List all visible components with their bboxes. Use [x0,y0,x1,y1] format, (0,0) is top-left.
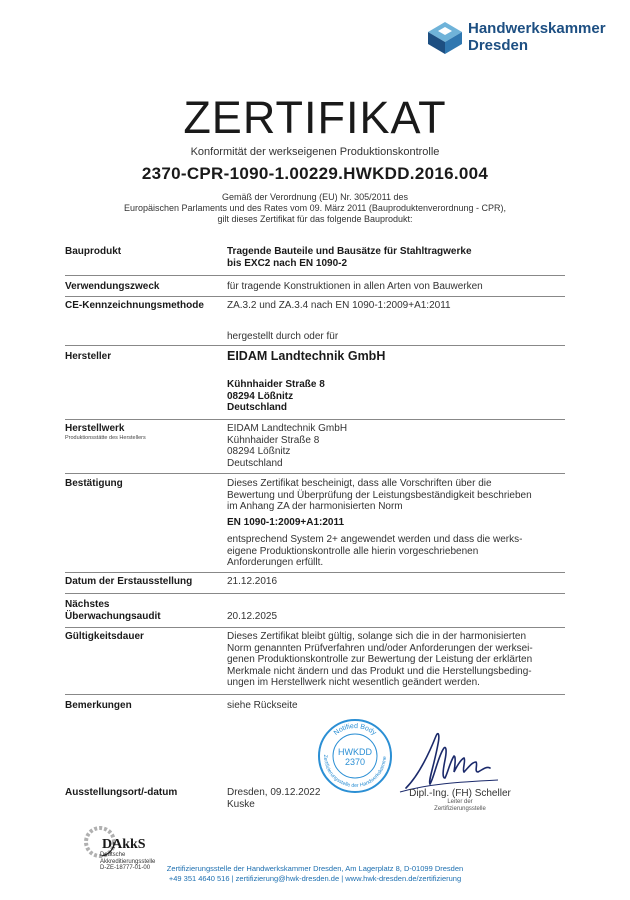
gueltigkeit-line: Norm genannten Prüfverfahren und/oder Anforderungen der werksei- [227,642,533,654]
value-bemerkungen: siehe Rückseite [227,700,298,711]
divider [65,296,565,297]
divider [65,473,565,474]
value-hersteller-name: EIDAM Landtechnik GmbH [227,349,386,363]
value-hersteller-address [227,379,325,414]
label-gueltigkeit: Gültigkeitsdauer [65,631,144,642]
value-herstellwerk [227,423,347,469]
label-herstellwerk: Herstellwerk [65,423,125,434]
herstellwerk-line: EIDAM Landtechnik GmbH [227,423,348,434]
dakks-logo-text: DAkkS [102,837,146,852]
divider [65,419,565,420]
footer-line2: +49 351 4640 516 | zertifizierung@hwk-dresden.de | www.hwk-dresden.de/zertifizierung [168,874,462,883]
label-naechstes-line1: Nächstes [65,599,110,610]
dakks-line: D-ZE-18777-01-00 [100,865,151,871]
divider [65,593,565,594]
label-erstausstellung: Datum der Erstausstellung [65,576,193,587]
value-verwendungszweck: für tragende Konstruktionen in allen Arten von Bauwerken [227,281,483,292]
bestaetigung-line: Anforderungen erfüllt. [227,557,324,568]
divider [65,345,565,346]
value-erstausstellung: 21.12.2016 [227,576,278,587]
bestaetigung-line: Dieses Zertifikat bescheinigt, dass alle Vorschriften über die [227,478,492,489]
bestaetigung-line: Bewertung und Überprüfung der Leistungsbeständigkeit beschrieben [227,489,532,501]
gueltigkeit-line: genen Produktionskontrolle zur Bewertung der Leistung der erklärten [227,654,533,665]
hergestellt-text: hergestellt durch oder für [227,331,339,342]
org-name [468,20,606,54]
value-ausstellung [227,787,320,810]
dakks-line: Akkreditierungsstelle [100,858,156,865]
svg-text:Notified Body [333,723,378,737]
herstellwerk-line: 08294 Lößnitz [227,446,291,457]
seal-center1: HWKDD [338,747,372,757]
label-naechstes-line2: Überwachungsaudit [65,611,161,622]
document-subtitle: Konformität der werkseigenen Produktionskontrolle [190,146,440,158]
value-gueltigkeit [227,631,533,689]
label-hersteller: Hersteller [65,351,112,362]
seal-ring-text: Zertifizierungsstelle der Handwerkskamme [321,754,389,790]
regulation-line: Gemäß der Verordnung (EU) Nr. 305/2011 des [222,192,408,202]
org-name-line2: Dresden [468,37,529,54]
label-bauprodukt: Bauprodukt [65,246,122,257]
divider [65,275,565,276]
dakks-line: Deutsche [100,852,126,858]
hersteller-address-line: 08294 Lößnitz [227,390,294,402]
handwritten-signature [398,726,508,796]
value-bauprodukt [227,246,472,269]
value-bestaetigung-norm: EN 1090-1:2009+A1:2011 [227,517,345,528]
hwk-logo-icon [426,20,464,56]
footer-line1: Zertifizierungsstelle der Handwerkskammer Dresden, Am Lagerplatz 8, D-01099 Dresden [166,864,464,873]
gueltigkeit-line: Dieses Zertifikat bleibt gültig, solange sich die in der harmonisierten [227,631,527,642]
value-naechstes: 20.12.2025 [227,611,278,622]
bauprodukt-line: Tragende Bauteile und Bausätze für Stahltragwerke [227,246,472,257]
herstellwerk-line: Deutschland [227,457,283,469]
org-name-line1: Handwerkskammer [468,20,606,37]
label-bestaetigung: Bestätigung [65,478,123,489]
herstellwerk-line: Kühnhaider Straße 8 [227,434,320,446]
hersteller-address-line: Kühnhaider Straße 8 [227,379,325,390]
signer-block [400,788,520,813]
regulation-line: gilt dieses Zertifikat für das folgende Bauprodukt: [217,214,413,224]
label-ce-methode: CE-Kennzeichnungsmethode [65,300,204,311]
seal-center2: 2370 [344,757,366,767]
label-bemerkungen: Bemerkungen [65,700,132,711]
bauprodukt-line: bis EXC2 nach EN 1090-2 [227,257,348,269]
seal-top-text: Notified Body [332,722,378,737]
label-ausstellung: Ausstellungsort/-datum [65,787,178,798]
ausstellung-line: Dresden, 09.12.2022 [227,787,321,798]
gueltigkeit-line: ungen im Herstellwerk nicht wesentlich geändert werden. [227,677,480,688]
bestaetigung-line: eigene Produktionskontrolle alle hierin vorgeschriebenen [227,545,479,557]
value-ce-methode: ZA.3.2 und ZA.3.4 nach EN 1090-1:2009+A1:2011 [227,300,451,311]
document-title: ZERTIFIKAT [183,92,447,143]
bestaetigung-line: im Anhang ZA der harmonisierten Norm [227,501,403,512]
sublabel-herstellwerk: Produktionsstätte des Herstellers [65,435,146,441]
regulation-line: Europäischen Parlaments und des Rates vom 09. März 2011 (Bauproduktenverordnung - CPR), [123,203,507,213]
divider [65,694,565,695]
certificate-number: 2370-CPR-1090-1.00229.HWKDD.2016.004 [141,164,489,183]
signer-role-line2: Zertifizierungsstelle [434,806,486,812]
notified-body-seal-icon [316,717,394,795]
regulation-text [0,192,630,225]
divider [65,572,565,573]
bestaetigung-line: entsprechend System 2+ angewendet werden und dass die werks- [227,534,523,545]
hersteller-address-line: Deutschland [227,402,288,413]
ausstellung-line: Kuske [227,798,255,810]
value-bestaetigung-part1 [227,478,532,513]
footer [0,864,630,884]
signer-name: Dipl.-Ing. (FH) Scheller [409,788,511,799]
divider [65,627,565,628]
value-bestaetigung-part2 [227,534,522,569]
gueltigkeit-line: Merkmale nicht ändern und das Produkt und die Herstellungsbeding- [227,665,532,677]
label-verwendungszweck: Verwendungszweck [65,281,160,292]
signer-role-line1: Leiter der [447,799,473,805]
